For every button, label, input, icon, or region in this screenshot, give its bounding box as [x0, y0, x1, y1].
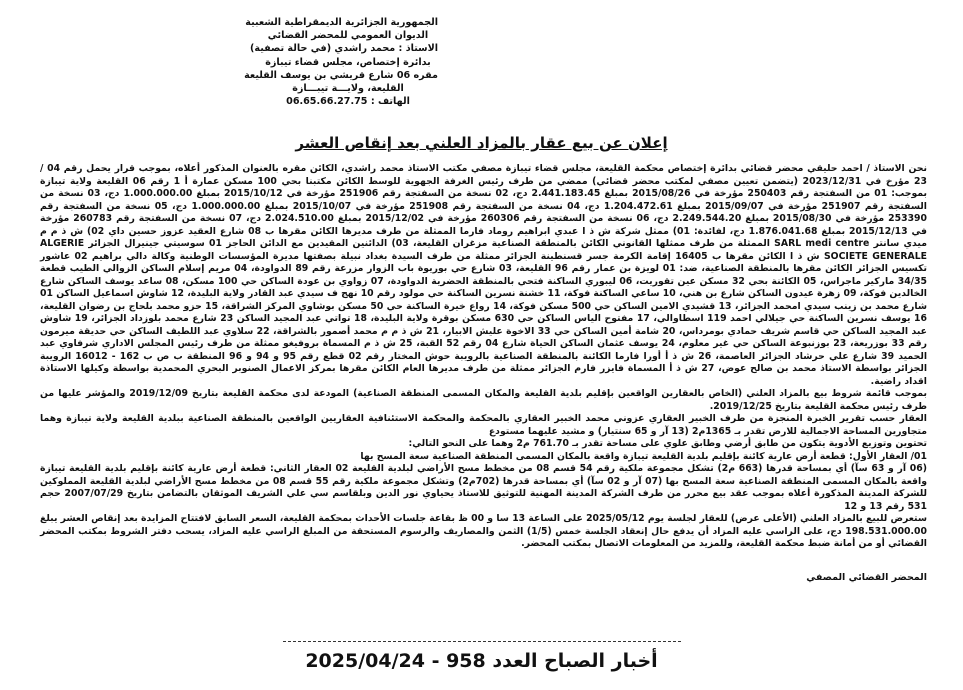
body-paragraph-parties: نحن الاستاذ / احمد حليقي محضر قضائي بدائرة إختصاص محكمة القليعة، مجلس قضاء تيبازة مصفي مكتب الاستاذ محمد راشدي، الكائن مقره بالعنوان المذكور أعلاه، بموجب قرار يحمل رقم 04 / 23 مؤرخ في 2023/12/31 (يتضمن تعيين مصفي لمكتب محضر قضائي) ممضي من طرف رئيس الغرفة الجهوية للوسط الكائن مكتبنا بحي 100 مسكن عمارة أ 1 رقم 06 القليعة ولاية تيبازة بموجب: 01 من السفتجة رقم 250403 مؤرخة في 2015/08/26 بمبلغ 2.441.183.45 دج، 02 نسخة من السفتجة رقم 251906 مؤرخة في 2015/10/12 بمبلغ 1.000.000.00 دج، 03 نسخة من السفتجة رقم 251907 مؤرخة في 2015/09/07 بمبلغ 1.204.472.61 دج، 04 نسخة من السفتجة رقم 251908 مؤرخة في 2015/10/07 بمبلغ 1.000.000.00 دج، 05 نسخة من السفتجة رقم 253390 مؤرخة في 2015/08/30 بمبلغ 2.249.544.20 دج، 06 نسخة من السفتجة رقم 260306 مؤرخة في 2015/12/02 بمبلغ 2.024.510.00 دج، 07 نسخة من السفتجة رقم 260783 مؤرخة في 2015/12/13 بمبلغ 1.876.041.68 دج، لفائدة: 01) ممثل شركة ش ذ ا عبدي ابراهيم روماد فارما الممثلة من طرف مديرها الكائن مقرها ب 08 شارع العقيد عزوز حسين داي 02) ش ذ م م ميدي سانتر SARL medi centre الممثلة من طرف ممثلها القانوني الكائن بالمنطقة الصناعية مزغران القليعة، 03) الدائنين المقيدين مع الدائن الحاجز 01 سوسيتي جينيرال الجزائر ALGERIE SOCIETE GENERALE ش ذ ا الكائن مقرها ب 16405 إقامة الكرمة جسر قسنطينة الجزائر ممثلة من طرف السيدة بغداد نبيلة بصفتها مديرة المؤسسات الوطنية وكالة دالي براهيم 02 عاشور تكسيس الجزائر الكائن مقرها بالمنطقة الصناعية، ضد: 01 لويزة بن عمار رقم 96 القليعة، 03 شارع حي بوريوة باب الزوار مزرعة رقم 89 الدواودة، 04 مريم إسلام الساكن الزوالي الطيب قطعة 34/35 ماركير ماجراس، 05 الكائنة بحي 32 مسكن عين تقوريت، 06 ليبوري الساكنة فتحي بالمنطقة الحضرية الدواودة، 07 زواوي بن عودة الساكن حي 100 مسكن، 08 ساعد يوسف الساكن شارع الخالدين فوكة، 09 زهرة عيدون الساكن شارع بن هني، 10 ساعي الساكنة فوكة، 11 خشنة نسرين الساكنة حي مولود رقم 10 نهج ف سيدي عبد القادر ولاية البليدة، 12 شاوش اسماعيل الساكن 01 شارع محمد بن زينب سيدي امحمد الجزائر، 13 قشيدي الامين الساكن حي 500 مسكن فوكة، 14 رواع خيرة الساكنة حي 50 مسكن بوشاوي المركز الشراقة، 15 حزو محمد بلحاج بن رضوان القليعة، 16 يوسف نسرين الساكنة حي جيلالي احمد 119 اسطاوالي، 17 مفتوح الياس الساكن حي 630 مسكن بوقرة ولاية البليدة، 18 تواتي عبد المجيد الساكن 23 شارع محمد بلوزداد الجزائر، 19 شاوش عبد المجيد الساكن حي قاسم شريف حمادي بومرداس، 20 شامة أمين الساكن حي 33 الاخوة عليش الابيار، 21 ش ذ م م محمد أصمور بالشراقة، 22 سلاوي عبد اللطيف الساكن حي حديقة ميرمون رقم 33 بوزريعة، 23 بوزنبوعة الساكن حي غير معلوم، 24 يوسف عثمان الساكن الحياة شارع 04 رقم 52 القبة، 25 ش ذ م المسماة بروفيغو ممثلة من طرف رئيس المجلس الاداري شرفاوي عبد الحميد 39 شارع علي حرشاد الجزائر العاصمة، 26 ش ذ أ أورا فارما الكائنة بالمنطقة الصناعية بالرويبة حوش المختار رقم 02 قطع رقم 95 و 94 و 96 المنطقة ب ص ب 162 - 16012 الرويبة الجزائر بواسطة الاستاذ محمد بن صالح عوض، 27 ش ذ أ المسماة فايزر فارم الجزائر ممثلة من طرف مديرها العام الكائن مقرها بمركز الاعمال الصنوبر البحري المحمدية بواسطة وكيلها الاستاذة اقداد راضية. — [40, 163, 928, 387]
header-line-city: القليعة، ولايـــة تيبـــازة — [292, 83, 404, 95]
header-line-address: مقره 06 شارع قريشي بن يوسف القليعة — [244, 69, 438, 81]
header-line-phone: الهاتف : 06.65.66.27.75 — [286, 96, 410, 108]
body-paragraph-conditions: بموجب قائمة شروط بيع بالمزاد العلني (الخاص بالعقارين الواقعين بإقليم بلدية القليعة والمكان المسمى المنطقة الصناعية) المودعة لدى محكمة القليعة بتاريخ 2019/12/09 والمؤشر عليها من طرف رئيس محكمة القليعة بتاريخ 2019/12/25. — [40, 388, 927, 412]
footer-divider — [283, 641, 681, 642]
header-line-jurisdiction: بدائرة إختصاص، مجلس قضاء تيبازة — [265, 56, 431, 68]
body-paragraph-expertise: العقار حسب تقرير الخبرة المنجزة من طرف الخبير العقاري عزوني محمد الخبير العقاري بالمحكمة والمحكمة الاستئنافية العقاريين الواقعين بالمنطقة الصناعية ببلدية القليعة ولاية تيبازة وهما متجاورين المساحة الاجمالية للارض تقدر بـ 1365م2 (13 آر و 65 سنتيار) و مشيد عليهما مستودع — [40, 413, 927, 437]
newspaper-footer: أخبار الصباح العدد 958 - 2025/04/24 — [305, 650, 658, 672]
body-paragraph-properties-detail: (06 آر و 63 سآ) أي بمساحة قدرها (663 م2) تشكل مجموعة ملكية رقم 54 قسم 08 من مخطط مسح الأراضي لبلدية القليعة 02 العقار الثاني: قطعة أرض عارية كائنة بإقليم بلدية القليعة تيبازة واقعة بالمكان المسمى المنطقة الصناعية سعة المسح بها (07 آر و 02 سآ) أي بمساحة قدرها (702م2) وتشكل مجموعة ملكية رقم 55 قسم 08 من مخطط مسح الأراضي لبلدية القليعة المملوكين للشركة المدينة المذكورة أعلاه بموجب عقد بيع محرر من طرف الشركة المدينة المهنية للتوثيق للاستاذ يحياوي نور الدين وبلقاسم سي علي الشريف الموثقان بالتضامن بتاريخ 2007/07/29 حجم 531 رقم 13 و 12 — [40, 463, 927, 512]
issuer-header — [244, 16, 438, 108]
header-line-office: الديوان العمومي للمحضر القضائي — [267, 30, 429, 42]
header-line-republic: الجمهورية الجزائرية الديمقراطية الشعبية — [245, 17, 438, 28]
bailiff-signature: المحضر القضائي المصفي — [806, 572, 927, 583]
body-paragraph-first-property: 01/ العقار الأول: قطعة أرض عارية كائنة بإقليم بلدية القليعة تيبازة واقعة بالمكان المسمى المنطقة الصناعية سعة المسح بها — [360, 450, 927, 462]
notice-title: إعلان عن بيع عقار بالمزاد العلني بعد إنقاص العشر — [295, 134, 668, 152]
notice-body — [40, 163, 927, 551]
body-paragraph-composition: تحتوين وتوزيع الأدوية يتكون من طابق أرضي وطابق علوي على مساحة تقدر بـ 761.70 م2 وهما على النحو التالي: — [408, 438, 927, 449]
body-paragraph-auction-terms: ستعرض للبيع بالمزاد العلني (الأعلى عرض) للعقار لجلسة يوم 2025/05/12 على الساعة 13 سا و 00 ظ بقاعة جلسات الأحداث بمحكمة القليعة، السعر السابق لافتتاح المزايدة بعد إنقاص العشر يبلغ 198.531.000.00 دج، على الراسي عليه المزاد أن يدفع حال إنعقاد الجلسة خمس (1/5) الثمن والمصاريف والرسوم المستحقة من المبلغ الراسي عليه المزاد، يسحب دفتر الشروط بمكتب المحضر القضائي أو من أمانة ضبط محكمة القليعة، وللمزيد من المعلومات الاتصال بمكتب المحضر. — [40, 513, 927, 549]
header-line-bailiff: الاستاذ : محمد راشدي (في حالة تصفية) — [250, 43, 438, 55]
